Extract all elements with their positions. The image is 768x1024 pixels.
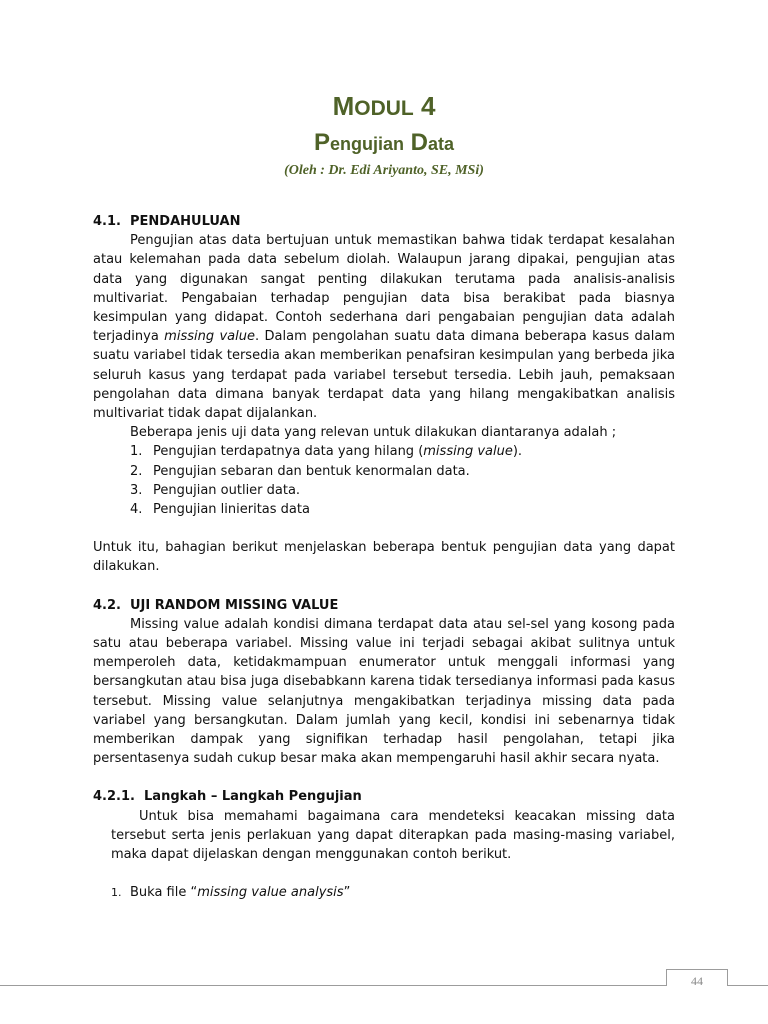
spacer xyxy=(93,577,675,596)
list-text: ). xyxy=(512,444,523,460)
subtitle-initial-2: D xyxy=(410,129,429,156)
footer-rule xyxy=(0,985,768,986)
section-heading-4-2 xyxy=(93,596,675,615)
paragraph-text: . Dalam pengolahan suatu data dimana beberapa kasus dalam suatu variabel tidak tersedia akan memberikan penafsiran kesimpulan yang berbeda jika seluruh kasus yang terdapat pada variabel tersebut tersedia. Lebih jauh, pemaksaan pengolahan data dimana banyak terdapat data yang hilang mengakibatkan analisis multivariat tidak dapat dijalankan. xyxy=(93,329,675,422)
paragraph-intro xyxy=(93,231,675,423)
list-number: 2. xyxy=(130,463,143,479)
list-number: 3. xyxy=(130,482,143,498)
list-text: Pengujian sebaran dan bentuk kenormalan data. xyxy=(153,463,470,479)
paragraph-closing: Untuk itu, bahagian berikut menjelaskan beberapa bentuk pengujian data yang dapat dilakukan. xyxy=(93,540,675,575)
section-title: Langkah – Langkah Pengujian xyxy=(144,789,362,805)
step-text: ” xyxy=(343,885,351,901)
spacer xyxy=(93,864,675,883)
list-number: 4. xyxy=(130,502,143,518)
step-text: Buka file “ xyxy=(130,885,198,901)
list-item xyxy=(93,462,675,481)
module-number: 4 xyxy=(420,91,436,121)
spacer xyxy=(93,768,675,787)
paragraph-steps-intro: Untuk bisa memahami bagaimana cara mendeteksi keacakan missing data tersebut serta jenis perlakuan yang dapat diterapkan pada masing-masing variabel, maka dapat dijelaskan dengan menggunakan contoh berikut. xyxy=(111,808,675,863)
title-block xyxy=(0,88,768,182)
list-number: 1. xyxy=(130,444,143,460)
paragraph-test-types: Beberapa jenis uji data yang relevan untuk dilakukan diantaranya adalah ; xyxy=(130,425,617,441)
list-item xyxy=(93,500,675,519)
subsection-body xyxy=(93,807,675,865)
section-number: 4.2.1. xyxy=(93,789,135,805)
emphasis-text: missing value xyxy=(423,444,513,460)
step-item xyxy=(93,883,675,902)
test-type-list xyxy=(93,442,675,519)
author-line: (Oleh : Dr. Edi Ariyanto, SE, MSi) xyxy=(284,163,484,178)
list-text: Pengujian terdapatnya data yang hilang ( xyxy=(153,444,424,460)
paragraph-missing-value: Missing value adalah kondisi dimana terdapat data atau sel-sel yang kosong pada satu atau beberapa variabel. Missing value ini terjadi sebagai akibat sulitnya untuk memperoleh data, ketidakmampuan enumerator untuk menggali informasi yang bersangkutan atau bisa juga disebabkann karena tidak tersedianya informasi pada kasus tersebut. Missing value selanjutnya mengakibatkan terjadinya missing data pada variabel yang bersangkutan. Dalam jumlah yang kecil, kondisi ini sebenarnya tidak memberikan dampak yang signifikan terhadap hasil pengolahan, tetapi jika persentasenya sudah cukup besar maka akan mempengaruhi hasil akhir secara nyata. xyxy=(93,616,675,767)
section-title: PENDAHULUAN xyxy=(130,214,241,229)
module-title-initial: M xyxy=(332,91,355,121)
list-item xyxy=(93,481,675,500)
section-number: 4.1. xyxy=(93,214,121,229)
list-text: Pengujian linieritas data xyxy=(153,502,310,518)
module-title xyxy=(0,88,768,127)
list-item xyxy=(93,442,675,461)
list-text: Pengujian outlier data. xyxy=(153,482,301,498)
page-number: 44 xyxy=(666,969,728,986)
module-title-rest: ODUL xyxy=(354,97,414,120)
step-number: 1. xyxy=(111,886,122,900)
section-heading-4-1 xyxy=(93,212,675,231)
section-number: 4.2. xyxy=(93,597,121,613)
emphasis-text: missing value xyxy=(164,329,255,345)
spacer xyxy=(93,519,675,538)
section-title: UJI RANDOM MISSING VALUE xyxy=(130,597,339,613)
subtitle-rest-2: ata xyxy=(428,134,455,154)
subtitle-rest-1: engujian xyxy=(329,134,404,154)
paragraph-text: Pengujian atas data bertujuan untuk memastikan bahwa tidak terdapat kesalahan atau kelemahan pada data sebelum diolah. Walaupun jarang dipakai, pengujian atas data yang digunakan sangat penting dilakukan terutama pada analisis-analisis multivariat. Pengabaian terhadap pengujian data bisa berakibat pada biasnya kesimpulan yang didapat. Contoh sederhana dari pengabaian pengujian data adalah terjadinya xyxy=(93,233,675,345)
section-heading-4-2-1 xyxy=(93,787,675,806)
document-body xyxy=(93,212,675,903)
emphasis-text: missing value analysis xyxy=(197,885,344,901)
module-subtitle xyxy=(0,127,768,160)
subtitle-initial-1: P xyxy=(313,129,330,156)
